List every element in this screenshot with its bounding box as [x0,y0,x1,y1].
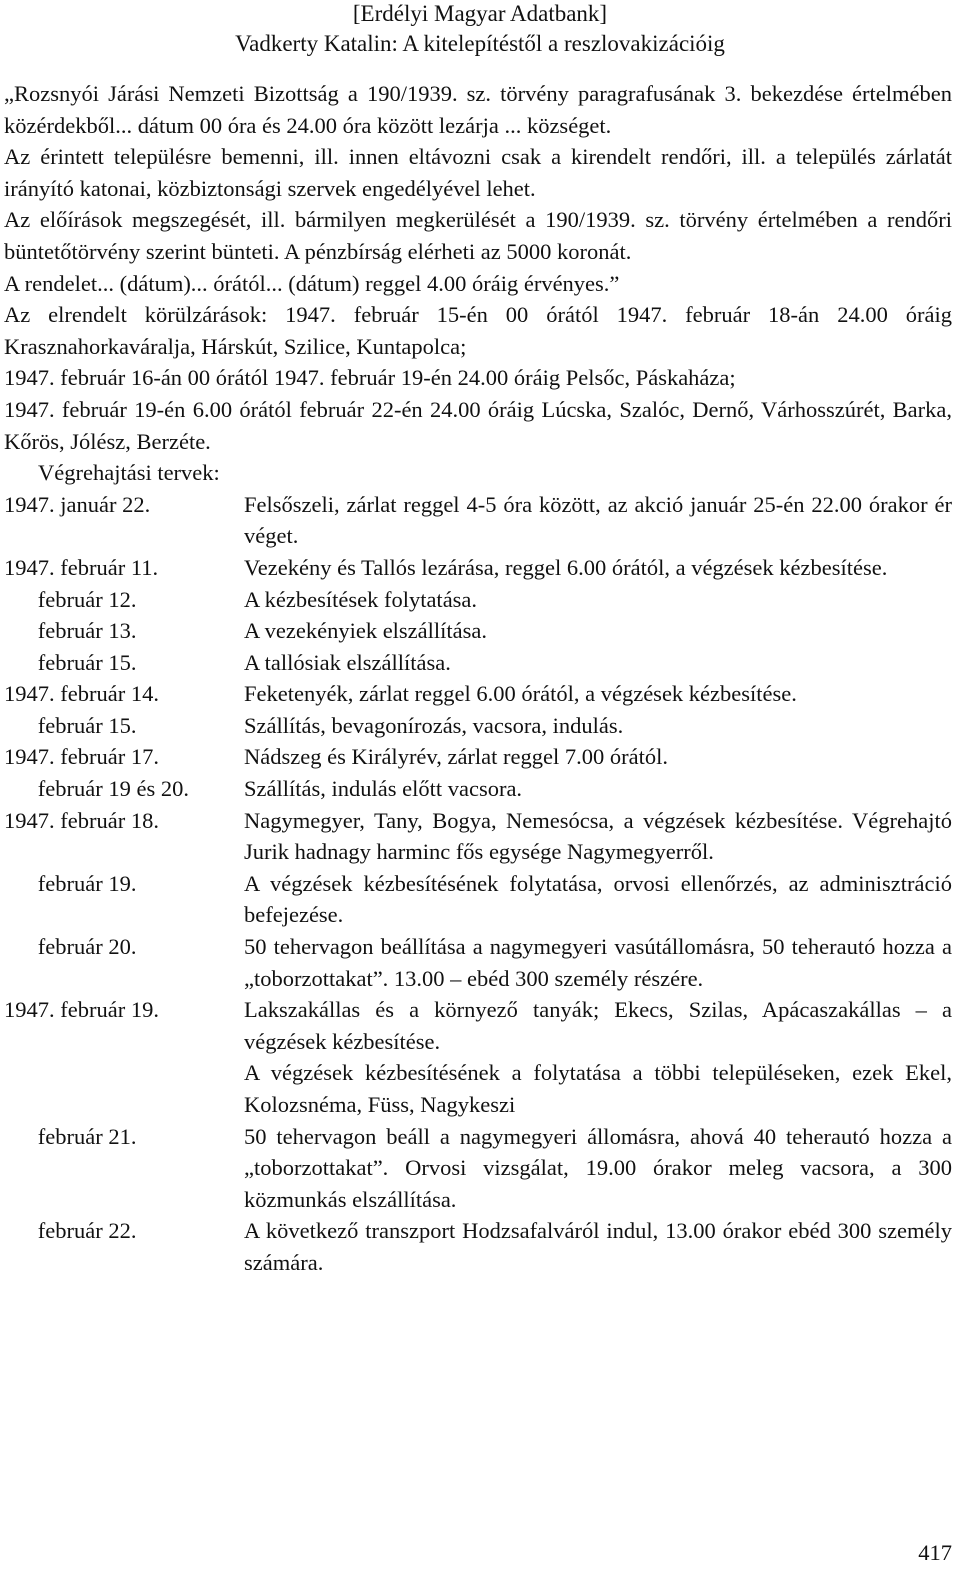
schedule-row [4,773,952,805]
schedule-row [4,615,952,647]
schedule-row [4,584,952,616]
schedule-row [4,710,952,742]
schedule-date [4,1057,244,1120]
schedule-row [4,868,952,931]
schedule-text: Felsőszeli, zárlat reggel 4-5 óra között, az akció január 25-én 22.00 órakor ér véget. [244,491,952,549]
schedule-text: A következő transzport Hodzsafalváról indul, 13.00 órakor ebéd 300 személy számára. [244,1218,952,1275]
header-title: Vadkerty Katalin: A kitelepítéstől a reszlovakizációig [235,31,725,56]
schedule-date: február 15. [4,649,137,675]
schedule-row [4,552,952,584]
schedule-row [4,678,952,710]
schedule-text: A végzések kézbesítésének a folytatása a többi településeken, ezek Ekel, Kolozsnéma, Füss, Nagykeszi [244,1060,952,1117]
header-site: [Erdélyi Magyar Adatbank] [352,1,608,26]
schedule-row [4,647,952,679]
schedule-row [4,1057,952,1120]
schedule-date: 1947. február 11. [4,554,159,580]
paragraph-entry-rules: Az érintett településre bemenni, ill. innen eltávozni csak a kirendelt rendőri, ill. a település zárlatát irányító katonai, közbiztonsági szervek engedélyével lehet. [4,144,952,201]
schedule-text: Feketenyék, zárlat reggel 6.00 órától, a végzések kézbesítése. [244,681,797,707]
schedule-row [4,489,952,552]
schedule-text: A kézbesítések folytatása. [244,586,478,612]
paragraph-penalties: Az előírások megszegését, ill. bármilyen megkerülését a 190/1939. sz. törvény értelmében a rendőri büntetőtörvény szerint bünteti. A pénzbírság elérheti az 5000 koronát. [4,207,952,264]
paragraph-decree-intro: „Rozsnyói Járási Nemzeti Bizottság a 190/1939. sz. törvény paragrafusának 3. bekezdése értelmében közérdekből... dátum 00 óra és 24.00 óra között lezárja ... községet. [4,81,952,138]
paragraph-closures-1: Az elrendelt körülzárások: 1947. február 15-én 00 órától 1947. február 18-án 24.00 óráig Krasznahorkaváralja, Hárskút, Szilice, Kuntapolca; [4,302,952,359]
section-heading-plans: Végrehajtási tervek: [38,460,220,486]
schedule-text: 50 tehervagon beáll a nagymegyeri állomásra, ahová 40 teherautó hozza a „toborzottakat”. Orvosi vizsgálat, 19.00 órakor meleg vacsora, a 300 közmunkás elszállítása. [244,1123,952,1212]
schedule-row [4,931,952,994]
schedule-text: A tallósiak elszállítása. [244,649,451,675]
schedule-text: 50 tehervagon beállítása a nagymegyeri vasútállomásra, 50 teherautó hozza a „toborzottakat”. 13.00 – ebéd 300 személy részére. [244,934,952,991]
schedule-date: február 22. [4,1218,137,1244]
schedule-date: február 20. [4,934,137,960]
schedule-text: Szállítás, bevagonírozás, vacsora, indulás. [244,712,624,738]
schedule-text: A végzések kézbesítésének folytatása, orvosi ellenőrzés, az adminisztráció befejezése. [244,870,952,928]
schedule-date: 1947. február 19. [4,997,159,1023]
schedule-text: A vezekényiek elszállítása. [244,618,488,644]
schedule-row [4,1121,952,1216]
paragraph-closures-3: 1947. február 19-én 6.00 órától február 22-én 24.00 óráig Lúcska, Szalóc, Dernő, Várhosszúrét, Barka, Kőrös, Jólész, Berzéte. [4,396,952,454]
schedule-row [4,805,952,868]
schedule-text: Szállítás, indulás előtt vacsora. [244,776,523,802]
schedule-date: február 12. [4,586,137,612]
schedule-date: február 19 és 20. [4,776,189,802]
schedule-row [4,994,952,1057]
schedule-text: Nagymegyer, Tany, Bogya, Nemesócsa, a végzések kézbesítése. Végrehajtó Jurik hadnagy harminc fős egysége Nagymegyerről. [244,807,952,865]
schedule-date: 1947. január 22. [4,491,151,517]
schedule-list [4,489,952,1279]
schedule-date: február 19. [4,870,137,896]
schedule-text: Vezekény és Tallós lezárása, reggel 6.00 órától, a végzések kézbesítése. [244,554,888,580]
schedule-row [4,1215,952,1278]
schedule-date: február 21. [4,1123,137,1149]
paragraph-closures-2: 1947. február 16-án 00 órától 1947. február 19-én 24.00 óráig Pelsőc, Páskaháza; [4,365,736,391]
schedule-text: Nádszeg és Királyrév, zárlat reggel 7.00 órától. [244,744,668,770]
schedule-date: február 15. [4,712,137,738]
page-header [0,0,960,59]
schedule-date: 1947. február 17. [4,744,159,770]
paragraph-validity: A rendelet... (dátum)... órától... (dátum) reggel 4.00 óráig érvényes.” [4,270,620,296]
page-number: 417 [918,1540,952,1565]
schedule-row [4,741,952,773]
schedule-date: 1947. február 14. [4,681,159,707]
schedule-date: 1947. február 18. [4,807,159,833]
schedule-text: Lakszakállas és a környező tanyák; Ekecs, Szilas, Apácaszakállas – a végzések kézbesítése. [244,997,952,1054]
document-body [4,78,952,1279]
schedule-date: február 13. [4,618,137,644]
